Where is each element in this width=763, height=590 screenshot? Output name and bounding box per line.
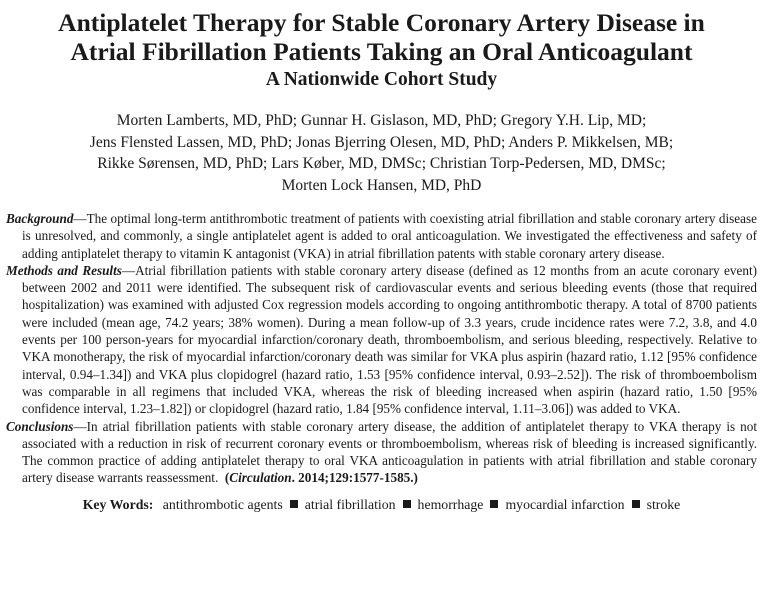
abstract [6, 210, 757, 487]
key-words-label: Key Words: [82, 496, 154, 512]
section-heading: Methods and Results [6, 262, 122, 278]
keyword: hemorrhage [417, 496, 484, 512]
author-line: Morten Lamberts, MD, PhD; Gunnar H. Gislason, MD, PhD; Gregory Y.H. Lip, MD; [116, 112, 647, 129]
author-line: Morten Lock Hansen, MD, PhD [281, 176, 482, 194]
square-bullet-icon [290, 500, 298, 508]
square-bullet-icon [403, 500, 411, 508]
citation-journal: Circulation [229, 470, 292, 486]
title-line: Atrial Fibrillation Patients Taking an Oral Anticoagulant [70, 37, 693, 66]
key-words [6, 496, 757, 514]
citation: (Circulation. 2014;129:1577-1585.) [224, 470, 418, 486]
em-dash: — [73, 211, 87, 226]
abstract-background [6, 210, 757, 262]
article-title [6, 8, 757, 66]
keyword: antithrombotic agents [162, 496, 283, 512]
section-text: In atrial fibrillation patients with stable coronary artery disease, the addition of antiplatelet therapy to VKA therapy is not associated with a reduction in risk of recurrent coronary events or thromboembolism, whereas risk of bleeding is increased significantly. The common practice of adding antiplatelet therapy to oral VKA anticoagulation in patients with atrial fibrillation and stable coronary artery disease warrants reassessment. [22, 418, 757, 486]
abstract-methods-results [6, 262, 757, 418]
keyword: atrial fibrillation [304, 496, 396, 512]
square-bullet-icon [632, 500, 640, 508]
title-line: Antiplatelet Therapy for Stable Coronary Artery Disease in [58, 8, 705, 37]
author-list [6, 110, 757, 196]
author-line: Jens Flensted Lassen, MD, PhD; Jonas Bjerring Olesen, MD, PhD; Anders P. Mikkelsen, MB; [89, 133, 674, 151]
section-text: Atrial fibrillation patients with stable coronary artery disease (defined as 12 months from an acute coronary event) between 2002 and 2011 were identified. The subsequent risk of cardiovascular events and serious bleeding events (those that required hospitalization) was examined with adjusted Cox regression models according to ongoing antithrombotic therapy. A total of 8700 patients were included (mean age, 74.2 years; 38% women). During a mean follow-up of 3.3 years, crude incidence rates were 7.2, 3.8, and 4.0 events per 100 person-years for myocardial infarction/coronary death, thromboembolism, and serious bleeding, respectively. Relative to VKA monotherapy, the risk of myocardial infarction/coronary death was similar for VKA plus aspirin (hazard ratio, 1.12 [95% confidence interval, 0.94–1.34]) and VKA plus clopidogrel (hazard ratio, 1.53 [95% confidence interval, 0.93–2.52]). The risk of thromboembolism was comparable in all regimens that included VKA, whereas the risk of bleeding increased when aspirin (hazard ratio, 1.50 [95% confidence interval, 1.23–1.82]) or clopidogrel (hazard ratio, 1.84 [95% confidence interval, 1.11–3.06]) was added to VKA. [22, 262, 758, 417]
section-heading: Conclusions [6, 418, 74, 434]
square-bullet-icon [490, 500, 498, 508]
abstract-conclusions [6, 418, 757, 487]
article-subtitle: A Nationwide Cohort Study [265, 69, 498, 90]
section-heading: Background [6, 211, 74, 226]
em-dash: — [73, 418, 87, 434]
author-line: Rikke Sørensen, MD, PhD; Lars Køber, MD, DMSc; Christian Torp-Pedersen, MD, DMSc; [97, 155, 666, 172]
keyword: myocardial infarction [505, 496, 625, 512]
citation-details: . 2014;129:1577-1585.) [291, 470, 418, 486]
keyword: stroke [646, 496, 681, 512]
section-text: The optimal long-term antithrombotic treatment of patients with coexisting atrial fibrillation and stable coronary artery disease is unresolved, and commonly, a single antiplatelet agent is added to oral anticoagulation. We investigated the effectiveness and safety of adding antiplatelet therapy to vitamin K antagonist (VKA) in atrial fibrillation patents with stable coronary artery disease. [22, 211, 757, 261]
em-dash: — [121, 262, 136, 278]
